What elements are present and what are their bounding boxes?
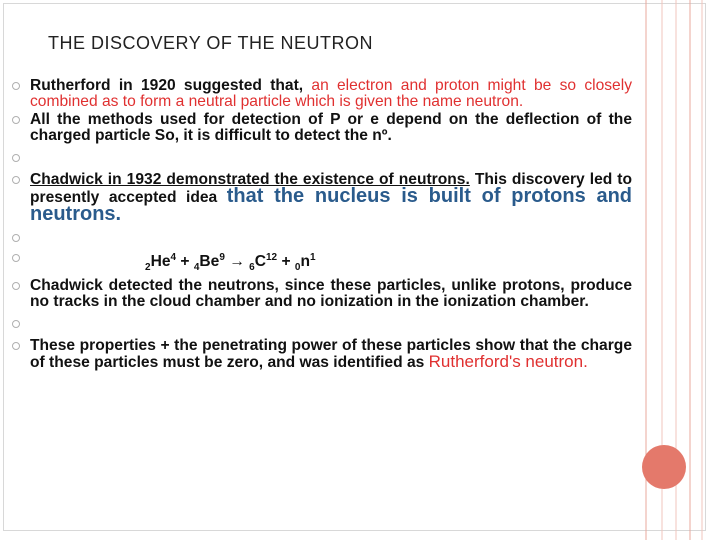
highlight-text: Rutherford's neutron. [428,352,588,372]
bullet-chadwick-detection [12,278,632,310]
bullet-empty [12,230,632,246]
bullet-marker-icon [12,282,20,290]
bullet-marker-icon [12,234,20,242]
bullet-marker-icon [12,154,20,162]
bullet-marker-icon [12,82,20,90]
bullet-text: These properties + the penetrating power of these particles show that the charge of these particles must be zero, and was identified as [30,337,632,372]
bullet-text: Chadwick detected the neutrons, since these particles, unlike protons, produce no tracks in the cloud chamber and no ionization in the ionization chamber. [30,277,632,311]
bullet-marker-icon [12,320,20,328]
decorative-circle [642,445,686,489]
underlined-text: Chadwick in 1932 demonstrated the existence of neutrons. [30,171,470,188]
bullet-empty [12,316,632,332]
bullet-text: Rutherford in 1920 suggested that, [30,77,312,94]
bullet-detection-methods [12,112,632,144]
highlight-text: an electron and proton might be so closely combined as to form a neutral particle which is given the name neutron. [30,77,632,110]
bullet-list [12,78,632,371]
nuclear-equation: $_2He^4 + _4Be^9 \to _6C^{12} + _0n^1$ [145,252,316,274]
bullet-rutherford-1920 [12,78,632,110]
bullet-empty [12,150,632,166]
bullet-marker-icon [12,116,20,124]
highlight-text: that the nucleus is built of protons and neutrons. [30,185,632,225]
bullet-text: This discovery led to presently accepted idea [30,171,632,206]
bullet-properties [12,338,632,371]
bullet-marker-icon [12,342,20,350]
bullet-text: All the methods used for detection of P or e depend on the deflection of the charged particle So, it is difficult to detect the nº. [30,111,632,144]
slide-title: THE DISCOVERY OF THE NEUTRON [48,33,374,53]
bullet-marker-icon [12,254,20,262]
bullet-reaction-equation [12,250,632,276]
bullet-chadwick-1932 [12,172,632,224]
bullet-marker-icon [12,176,20,184]
